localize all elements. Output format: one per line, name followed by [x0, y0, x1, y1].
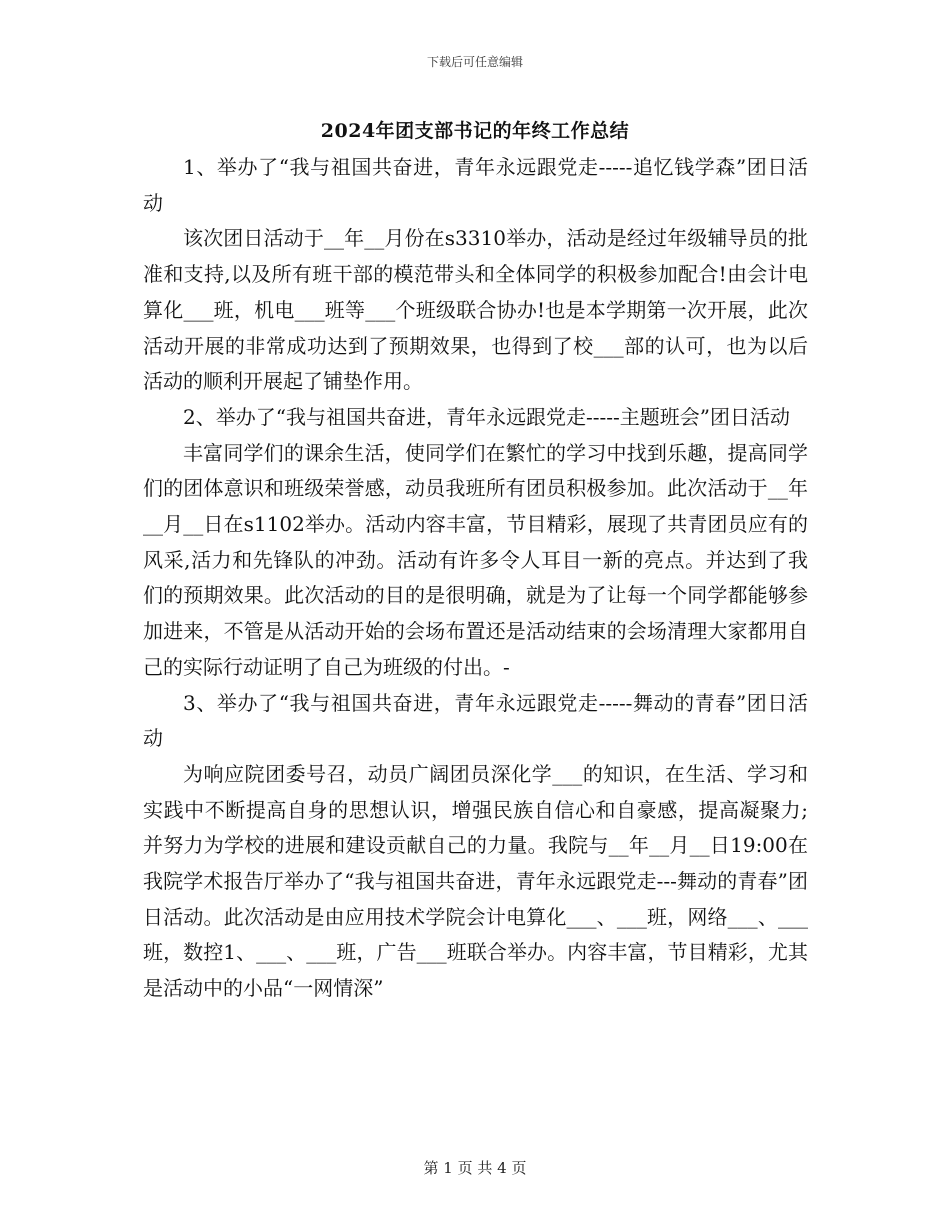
document-title: 2024年团支部书记的年终工作总结 [320, 120, 630, 142]
paragraph-activity-2: 丰富同学们的课余生活，使同学们在繁忙的学习中找到乐趣，提高同学们的团体意识和班级荣誉感，动员我班所有团员积极参加。此次活动于__年__月__日在s1102举办。活动内容丰富，节目精彩，展现了共青团员应有的风采,活力和先锋队的冲劲。活动有许多令人耳目一新的亮点。并达到了我们的预期效果。此次活动的目的是很明确，就是为了让每一个同学都能够参加进来，不管是从活动开始的会场布置还是活动结束的会场清理大家都用自己的实际行动证明了自己为班级的付出。- [143, 440, 808, 679]
paragraph-activity-1: 该次团日活动于__年__月份在s3310举办，活动是经过年级辅导员的批准和支持,以及所有班干部的模范带头和全体同学的积极参加配合!由会计电算化___班，机电___班等___个班级联合协办!也是本学期第一次开展，此次活动开展的非常成功达到了预期效果，也得到了校___部的认可，也为以后活动的顺利开展起了铺垫作用。 [143, 226, 808, 394]
heading-activity-1: 1、举办了“我与祖国共奋进，青年永远跟党走-----追忆钱学森”团日活动 [143, 155, 808, 215]
heading-activity-3: 3、举办了“我与祖国共奋进，青年永远跟党走-----舞动的青春”团日活动 [143, 690, 808, 751]
header-note: 下载后可任意编辑 [426, 55, 523, 69]
document-body [143, 150, 808, 1007]
heading-activity-2: 2、举办了“我与祖国共奋进，青年永远跟党走-----主题班会”团日活动 [183, 404, 790, 429]
paragraph-activity-3: 为响应院团委号召，动员广阔团员深化学___的知识，在生活、学习和实践中不断提高自身的思想认识，增强民族自信心和自豪感，提高凝聚力;并努力为学校的进展和建设贡献自己的力量。我院与__年__月__日19:00在我院学术报告厅举办了“我与祖国共奋进，青年永远跟党走---舞动的青春”团日活动。此次活动是由应用技术学院会计电算化___、___班，网络___、___班，数控1、___、___班，广告___班联合举办。内容丰富，节目精彩，尤其是活动中的小品“一网情深” [143, 761, 808, 1001]
page-number: 第 1 页 共 4 页 [423, 1159, 527, 1177]
